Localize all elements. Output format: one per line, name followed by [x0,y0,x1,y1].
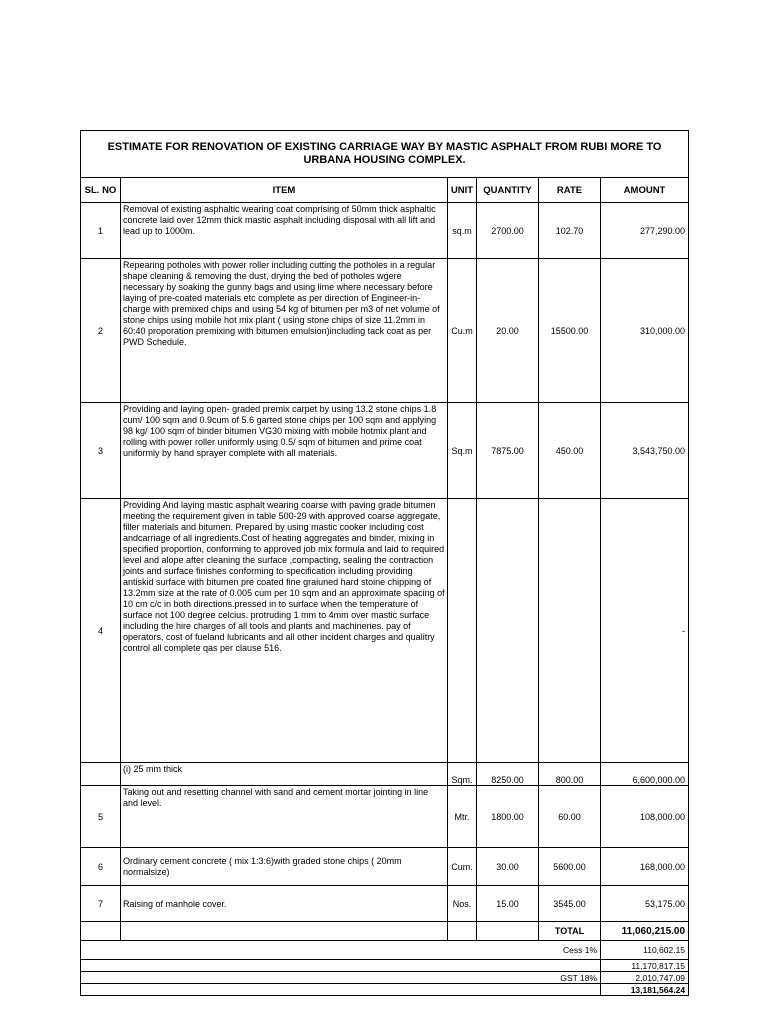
cess-amount: 110,602.15 [601,941,689,960]
quantity-cell [477,499,539,763]
amount-cell: 108,000.00 [601,786,689,848]
estimate-title: ESTIMATE FOR RENOVATION OF EXISTING CARRIAGE WAY BY MASTIC ASPHALT FROM RUBI MORE TO URBANA HOUSING COMPLEX. [81,131,689,178]
amount-cell: 277,290.00 [601,203,689,259]
quantity-cell: 7875.00 [477,403,539,499]
rate-cell: 15500.00 [539,259,601,403]
header-item: ITEM [121,178,448,203]
grand-total-label [81,984,601,996]
quantity-cell: 1800.00 [477,786,539,848]
unit-cell: Nos. [448,886,477,922]
subtotal-amount: 11,170,817.15 [601,960,689,972]
item-description: (i) 25 mm thick [121,763,448,786]
summary-row-grand-total [81,984,689,996]
total-amount: 11,060,215.00 [601,922,689,941]
subtotal-label [81,960,601,972]
cess-label: Cess 1% [81,941,601,960]
gst-amount: 2,010,747.09 [601,972,689,984]
rate-cell [539,499,601,763]
sl-no-cell: 6 [81,848,121,886]
table-row [81,763,689,786]
header-quantity: QUANTITY [477,178,539,203]
sl-no-cell: 1 [81,203,121,259]
amount-cell: 168,000.00 [601,848,689,886]
unit-cell: sq.m [448,203,477,259]
table-row [81,203,689,259]
item-description: Providing And laying mastic asphalt wearing coarse with paving grade bitumen meeting the requirement given in table 500-29 with approved coarse aggregate, filler materials and bitumen. Prepared by using mastic cooker including cost andcarriage of all ingredients.Cost of heating aggregates and binder, mixing in specified proportion, conforming to approved job mix formula and laid to required level and alope after cleaning the surface ,compacting, sealing the contraction joints and surface finishes conforming to specification including providing antiskid surface with bitumen pre coated fine graiuned hard stoine chipping of 13.2mm size at the rate of 0.005 cum per 10 sqm and an approximate spacing of 10 cm c/c in both directions.pressed in to surface when the temperature of surface not 100 degree celcius. protruding 1 mm to 4mm over mastic surface including the hire charges of all tools and plants and machineries. pay of operators, cost of fueland lubricants and all other incident charges and qualitry control all complete qas per clause 516. [121,499,448,763]
rate-cell: 102.70 [539,203,601,259]
sl-no-cell: 5 [81,786,121,848]
summary-row-cess [81,941,689,960]
amount-cell: 310,000.00 [601,259,689,403]
sl-no-cell: 2 [81,259,121,403]
quantity-cell: 30.00 [477,848,539,886]
estimate-table [80,130,689,996]
grand-total-amount: 13,181,564.24 [601,984,689,996]
unit-cell: Sq.m [448,403,477,499]
sl-no-cell [81,763,121,786]
sl-no-cell: 7 [81,886,121,922]
total-label: TOTAL [539,922,601,941]
unit-cell: Cu.m [448,259,477,403]
quantity-cell: 15.00 [477,886,539,922]
sl-no-cell: 4 [81,499,121,763]
gst-label: GST 18% [81,972,601,984]
total-row [81,922,689,941]
item-description: Ordinary cement concrete ( mix 1:3:6)with graded stone chips ( 20mm normalsize) [121,848,448,886]
amount-cell: 3,543,750.00 [601,403,689,499]
rate-cell: 800.00 [539,763,601,786]
quantity-cell: 2700.00 [477,203,539,259]
table-row [81,786,689,848]
quantity-cell: 8250.00 [477,763,539,786]
item-description: Taking out and resetting channel with sand and cement mortar jointing in line and level. [121,786,448,848]
item-description: Providing and laying open- graded premix carpet by using 13.2 stone chips 1.8 cum/ 100 sqm and 0.9cum of 5.6 garted stone chips per 100 sqm and applying 98 kg/ 100 sqm of binder bitumen VG30 mixing with mobile hotmix plant and rolling with power roller uniformly using 0.5/ sqm of bitumen and prime coat uniformly by hand sprayer complete with all materials. [121,403,448,499]
table-row [81,848,689,886]
unit-cell [448,499,477,763]
header-unit: UNIT [448,178,477,203]
item-description: Repearing potholes with power roller including cutting the potholes in a regular shape cleaning & removing the dust, drying the bed of potholes wgere necessary by soaking the gunny bags and using lime where necessary before laying of pre-coated materials etc complete as per direction of Engineer-in-charge with premixed chips and using 54 kg of bitumen per m3 of net volume of stone chips using mobile hot mix plant ( using stone chips of size 11.2mm in 60:40 proporation premixing with bitumen emulsion)including tack coat as per PWD Schedule. [121,259,448,403]
unit-cell: Mtr. [448,786,477,848]
header-sl-no: SL. NO [81,178,121,203]
header-amount: AMOUNT [601,178,689,203]
unit-cell: Cum. [448,848,477,886]
table-row [81,403,689,499]
sl-no-cell: 3 [81,403,121,499]
item-description: Raising of manhole cover. [121,886,448,922]
rate-cell: 60.00 [539,786,601,848]
header-rate: RATE [539,178,601,203]
table-row [81,499,689,763]
table-header-row [81,178,689,203]
rate-cell: 3545.00 [539,886,601,922]
item-description: Removal of existing asphaltic wearing coat comprising of 50mm thick asphaltic concrete laid over 12mm thick mastic asphalt including disposal with all lift and lead up to 1000m. [121,203,448,259]
table-row [81,886,689,922]
summary-row-gst [81,972,689,984]
amount-cell: - [601,499,689,763]
unit-cell: Sqm. [448,763,477,786]
amount-cell: 53,175.00 [601,886,689,922]
summary-row-subtotal [81,960,689,972]
rate-cell: 5600.00 [539,848,601,886]
amount-cell: 6,600,000.00 [601,763,689,786]
quantity-cell: 20.00 [477,259,539,403]
rate-cell: 450.00 [539,403,601,499]
table-row [81,259,689,403]
